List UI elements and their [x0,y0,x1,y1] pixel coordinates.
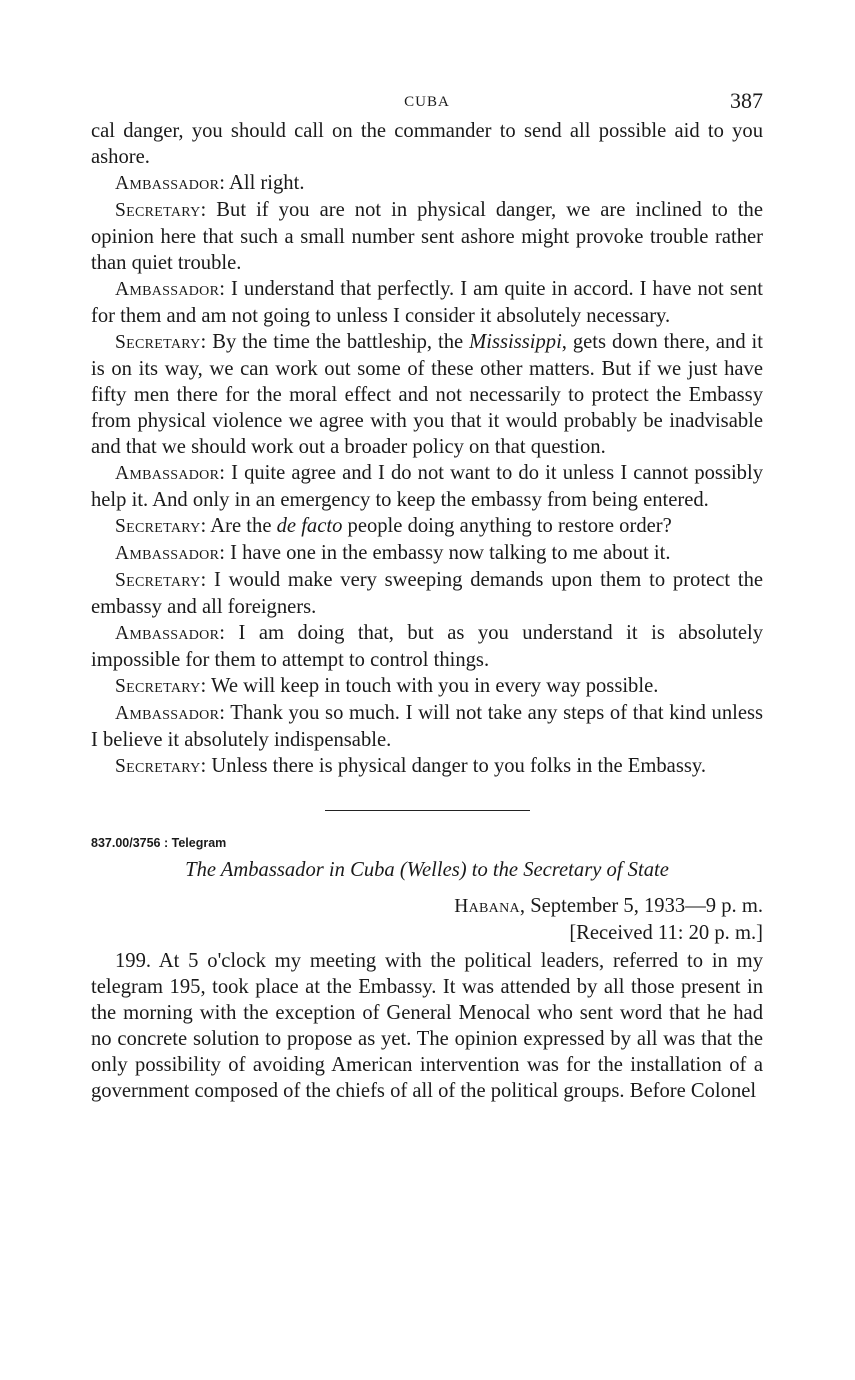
telegram-body: 199. At 5 o'clock my meeting with the political leaders, referred to in my telegram 195, took place at the Embassy. It was attended by all those present in the morning with the exception of General Menocal who sent word that he had no concrete solution to propose as yet. The opinion expressed by all was that the only possibility of avoiding American intervention was for the installation of a government composed of the chiefs of all of the political groups. Before Colonel [91,950,763,1102]
dateline-place: Habana [454,896,520,917]
speaker-label: Ambassador [115,703,220,724]
transcript [91,118,763,780]
speaker-sep: : [219,542,231,564]
line-text: Thank you so much. I will not take any steps of that kind unless I believe it absolutely indispensable. [91,702,764,751]
dateline [91,893,763,920]
line-text: We will keep in touch with you in every way possible. [211,675,659,697]
received-note: [Received 11: 20 p. m.] [569,922,763,944]
line-text: I would make very sweeping demands upon them to protect the embassy and all foreigners. [91,569,763,618]
speaker-sep: : [219,462,232,484]
line-text: I am doing that, but as you understand it is absolutely impossible for them to attempt to control things. [91,622,763,671]
speaker-label: Secretary [115,332,201,353]
speaker-label: Secretary [115,200,201,221]
speaker-label: Ambassador [115,623,220,644]
speaker-label: Secretary [115,676,201,697]
ship-name: Mississippi [469,331,562,353]
line-text: By the time the battleship, the [212,331,470,353]
speaker-sep: : [200,515,211,537]
transcript-line [91,540,763,567]
speaker-label: Secretary [115,756,201,777]
transcript-line [91,620,763,673]
speaker-sep: : [219,702,231,724]
line-text: cal danger, you should call on the commander to send all possible aid to you ashore. [91,120,763,168]
line-text: I have one in the embassy now talking to me about it. [230,542,671,564]
line-text: All right. [228,172,305,194]
line-text: people doing anything to restore order? [342,515,672,537]
transcript-line [91,567,763,620]
section-divider [325,810,530,811]
line-text: I quite agree and I do not want to do it unless I cannot possibly help it. And only in an emergency to keep the embassy from being entered. [91,462,763,511]
transcript-line [91,753,763,780]
page-number: 387 [730,88,763,113]
page [91,88,763,1104]
dateline-date: , September 5, 1933—9 p. m. [519,895,763,917]
speaker-sep: : [200,569,215,591]
italic-term: de facto [276,515,343,537]
transcript-line [91,276,763,329]
speaker-label: Ambassador [115,543,220,564]
transcript-line [91,170,763,197]
speaker-sep: : [200,755,212,777]
line-text: Are the [210,515,277,537]
speaker-sep: : [219,622,239,644]
line-text: I understand that perfectly. I am quite in accord. I have not sent for them and am not going to unless I consider it absolutely necessary. [91,278,763,327]
speaker-sep: : [200,675,212,697]
speaker-label: Ambassador [115,463,220,484]
speaker-label: Ambassador [115,279,220,300]
transcript-line [91,197,763,276]
document-title: The Ambassador in Cuba (Welles) to the Secretary of State [185,859,669,881]
speaker-sep: : [200,331,213,353]
line-text: But if you are not in physical danger, we are inclined to the opinion here that such a small number sent ashore might provoke trouble rather than quiet trouble. [91,199,763,274]
line-text: Unless there is physical danger to you folks in the Embassy. [211,755,706,777]
transcript-line [91,673,763,700]
transcript-line [91,700,763,753]
file-reference: 837.00/3756 : Telegram [91,836,227,850]
page-header [91,88,763,118]
speaker-sep: : [219,172,229,194]
transcript-line [91,329,763,460]
transcript-line [91,513,763,540]
speaker-label: Secretary [115,516,201,537]
speaker-sep: : [200,199,217,221]
speaker-label: Ambassador [115,173,220,194]
transcript-line [91,460,763,513]
speaker-label: Secretary [115,570,201,591]
line-text: , gets down there, and it is on its way, we can work out some of these other matters. But if we just have fifty men there for the moral effect and not necessarily to protect the Embassy from physical violence we agree with you that it would probably be inadvisable and that we should work out a broader policy on that question. [91,331,763,458]
running-head: CUBA [404,94,450,110]
speaker-sep: : [219,278,231,300]
transcript-line [91,118,763,170]
